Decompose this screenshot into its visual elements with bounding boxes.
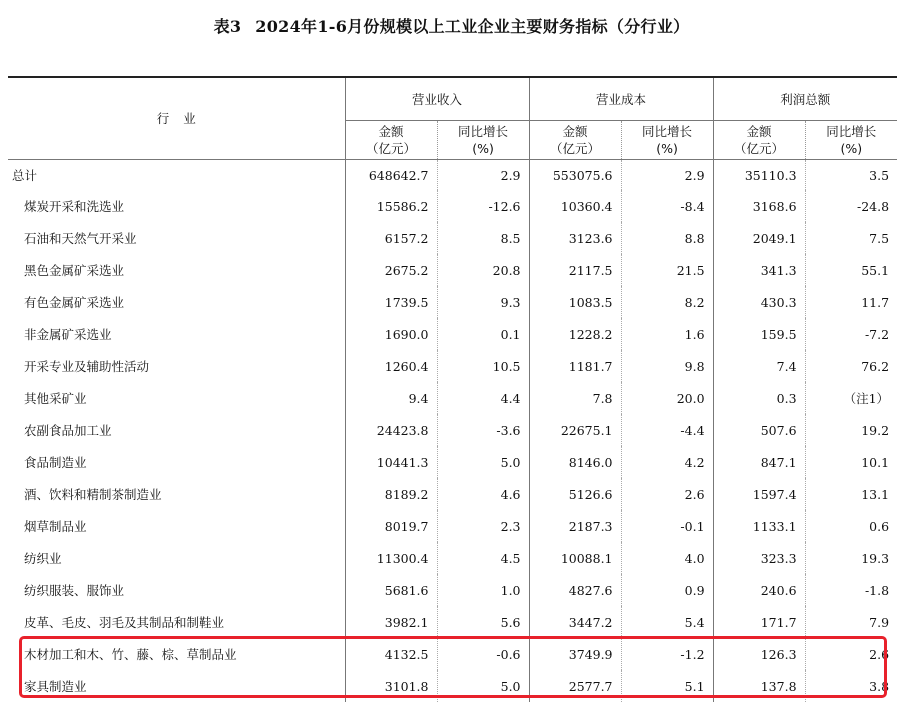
industry-name: 非金属矿采选业: [24, 327, 112, 342]
profit-growth: 0.6: [805, 510, 897, 542]
revenue-amount: 11300.4: [345, 542, 437, 574]
cost-amount: 10360.4: [529, 190, 621, 222]
cost-amount-header: 金额 （亿元）: [529, 121, 621, 160]
revenue-amount: 648642.7: [345, 160, 437, 191]
table-row: [8, 190, 897, 222]
cost-growth: 4.0: [621, 542, 713, 574]
table-number: 表3: [213, 17, 242, 36]
revenue-amount: 24423.8: [345, 414, 437, 446]
cost-growth: 9.8: [621, 350, 713, 382]
profit-growth: 19.2: [805, 414, 897, 446]
revenue-group-header: 营业收入: [345, 77, 529, 121]
revenue-amount: 8019.7: [345, 510, 437, 542]
industry-name: 纺织服装、服饰业: [24, 583, 125, 598]
revenue-growth: 0.1: [437, 318, 529, 350]
table-row: [8, 510, 897, 542]
revenue-growth: 10.5: [437, 350, 529, 382]
industry-name: 皮革、毛皮、羽毛及其制品和制鞋业: [24, 615, 225, 630]
profit-growth: 3.8: [805, 670, 897, 702]
revenue-growth: 4.4: [437, 382, 529, 414]
table-row: [8, 318, 897, 350]
revenue-amount: 15586.2: [345, 190, 437, 222]
revenue-amount: 3101.8: [345, 670, 437, 702]
revenue-amount: 1260.4: [345, 350, 437, 382]
cost-growth-header: 同比增长 (%): [621, 121, 713, 160]
cost-growth: 4.2: [621, 446, 713, 478]
profit-amount: 159.5: [713, 318, 805, 350]
cost-growth: -1.2: [621, 638, 713, 670]
profit-amount: 1597.4: [713, 478, 805, 510]
financial-indicators-table: [8, 76, 897, 702]
profit-amount: 2049.1: [713, 222, 805, 254]
revenue-growth: 20.8: [437, 254, 529, 286]
revenue-amount: 6157.2: [345, 222, 437, 254]
revenue-growth: 2.3: [437, 510, 529, 542]
cost-growth: -8.4: [621, 190, 713, 222]
revenue-growth: 5.0: [437, 446, 529, 478]
cost-amount: 3749.9: [529, 638, 621, 670]
cost-growth: 5.1: [621, 670, 713, 702]
profit-amount: 171.7: [713, 606, 805, 638]
revenue-growth: 5.6: [437, 606, 529, 638]
profit-amount: 341.3: [713, 254, 805, 286]
cost-amount: 2577.7: [529, 670, 621, 702]
industry-name: 食品制造业: [24, 455, 87, 470]
revenue-amount: 1739.5: [345, 286, 437, 318]
cost-amount: 2117.5: [529, 254, 621, 286]
industry-name: 其他采矿业: [24, 391, 87, 406]
profit-growth: -24.8: [805, 190, 897, 222]
industry-name: 烟草制品业: [24, 519, 87, 534]
cost-growth: 21.5: [621, 254, 713, 286]
profit-group-header: 利润总额: [713, 77, 897, 121]
revenue-amount: 8189.2: [345, 478, 437, 510]
table-row: [8, 574, 897, 606]
cost-amount: 10088.1: [529, 542, 621, 574]
revenue-amount-header: 金额 （亿元）: [345, 121, 437, 160]
revenue-growth: -3.6: [437, 414, 529, 446]
table-row-total: [8, 160, 897, 191]
industry-name: 煤炭开采和洗选业: [24, 199, 125, 214]
cost-growth: -4.4: [621, 414, 713, 446]
cost-growth: 1.6: [621, 318, 713, 350]
cost-amount: 8146.0: [529, 446, 621, 478]
profit-growth-header: 同比增长 (%): [805, 121, 897, 160]
revenue-amount: 10441.3: [345, 446, 437, 478]
cost-amount: 1083.5: [529, 286, 621, 318]
revenue-amount: 4132.5: [345, 638, 437, 670]
profit-amount: 240.6: [713, 574, 805, 606]
table-row: [8, 222, 897, 254]
cost-amount: 553075.6: [529, 160, 621, 191]
revenue-amount: 5681.6: [345, 574, 437, 606]
cost-growth: 5.4: [621, 606, 713, 638]
cost-amount: 3123.6: [529, 222, 621, 254]
table-row: [8, 254, 897, 286]
industry-name: 酒、饮料和精制茶制造业: [24, 487, 162, 502]
cost-amount: 22675.1: [529, 414, 621, 446]
profit-amount: 0.3: [713, 382, 805, 414]
industry-name: 木材加工和木、竹、藤、棕、草制品业: [24, 647, 237, 662]
table-row: [8, 382, 897, 414]
table-row-highlighted: [8, 638, 897, 670]
cost-amount: 1228.2: [529, 318, 621, 350]
table-row-highlighted: [8, 670, 897, 702]
revenue-growth: 9.3: [437, 286, 529, 318]
cost-growth: 0.9: [621, 574, 713, 606]
revenue-amount: 9.4: [345, 382, 437, 414]
revenue-amount: 3982.1: [345, 606, 437, 638]
revenue-growth: 1.0: [437, 574, 529, 606]
profit-growth: -7.2: [805, 318, 897, 350]
industry-name: 黑色金属矿采选业: [24, 263, 125, 278]
cost-growth: 20.0: [621, 382, 713, 414]
profit-growth: 11.7: [805, 286, 897, 318]
industry-name: 总计: [12, 168, 38, 183]
table-title-text: 2024年1-6月份规模以上工业企业主要财务指标（分行业）: [255, 17, 690, 36]
profit-growth: 2.6: [805, 638, 897, 670]
industry-column-header: 行业: [8, 77, 345, 160]
profit-amount-header: 金额 （亿元）: [713, 121, 805, 160]
cost-growth: 2.6: [621, 478, 713, 510]
revenue-amount: 2675.2: [345, 254, 437, 286]
profit-amount: 507.6: [713, 414, 805, 446]
revenue-growth: 5.0: [437, 670, 529, 702]
profit-amount: 1133.1: [713, 510, 805, 542]
profit-amount: 137.8: [713, 670, 805, 702]
profit-growth: 7.5: [805, 222, 897, 254]
profit-amount: 35110.3: [713, 160, 805, 191]
profit-amount: 126.3: [713, 638, 805, 670]
profit-growth: 7.9: [805, 606, 897, 638]
profit-growth: 76.2: [805, 350, 897, 382]
industry-name: 有色金属矿采选业: [24, 295, 125, 310]
profit-amount: 323.3: [713, 542, 805, 574]
revenue-growth: 4.5: [437, 542, 529, 574]
table-row: [8, 350, 897, 382]
revenue-growth-header: 同比增长 (%): [437, 121, 529, 160]
table-row: [8, 446, 897, 478]
revenue-growth: -12.6: [437, 190, 529, 222]
revenue-growth: 8.5: [437, 222, 529, 254]
profit-amount: 847.1: [713, 446, 805, 478]
cost-group-header: 营业成本: [529, 77, 713, 121]
revenue-growth: 2.9: [437, 160, 529, 191]
table-row: [8, 478, 897, 510]
profit-growth: 3.5: [805, 160, 897, 191]
industry-name: 家具制造业: [24, 679, 87, 694]
table-title: [0, 14, 903, 37]
industry-name: 开采专业及辅助性活动: [24, 359, 150, 374]
cost-amount: 1181.7: [529, 350, 621, 382]
industry-name: 纺织业: [24, 551, 62, 566]
cost-growth: 8.8: [621, 222, 713, 254]
profit-growth: 19.3: [805, 542, 897, 574]
cost-amount: 3447.2: [529, 606, 621, 638]
profit-amount: 7.4: [713, 350, 805, 382]
cost-growth: 8.2: [621, 286, 713, 318]
cost-amount: 5126.6: [529, 478, 621, 510]
industry-name: 石油和天然气开采业: [24, 231, 137, 246]
revenue-amount: 1690.0: [345, 318, 437, 350]
profit-amount: 430.3: [713, 286, 805, 318]
profit-growth: 13.1: [805, 478, 897, 510]
profit-amount: 3168.6: [713, 190, 805, 222]
revenue-growth: -0.6: [437, 638, 529, 670]
industry-name: 农副食品加工业: [24, 423, 112, 438]
cost-growth: -0.1: [621, 510, 713, 542]
table-row: [8, 542, 897, 574]
profit-growth: -1.8: [805, 574, 897, 606]
cost-amount: 7.8: [529, 382, 621, 414]
table-row: [8, 606, 897, 638]
header-row-groups: [8, 77, 897, 121]
cost-amount: 2187.3: [529, 510, 621, 542]
cost-amount: 4827.6: [529, 574, 621, 606]
cost-growth: 2.9: [621, 160, 713, 191]
profit-growth: 10.1: [805, 446, 897, 478]
profit-growth: 55.1: [805, 254, 897, 286]
revenue-growth: 4.6: [437, 478, 529, 510]
profit-growth-note: （注1）: [805, 382, 897, 414]
table-row: [8, 414, 897, 446]
table-row: [8, 286, 897, 318]
